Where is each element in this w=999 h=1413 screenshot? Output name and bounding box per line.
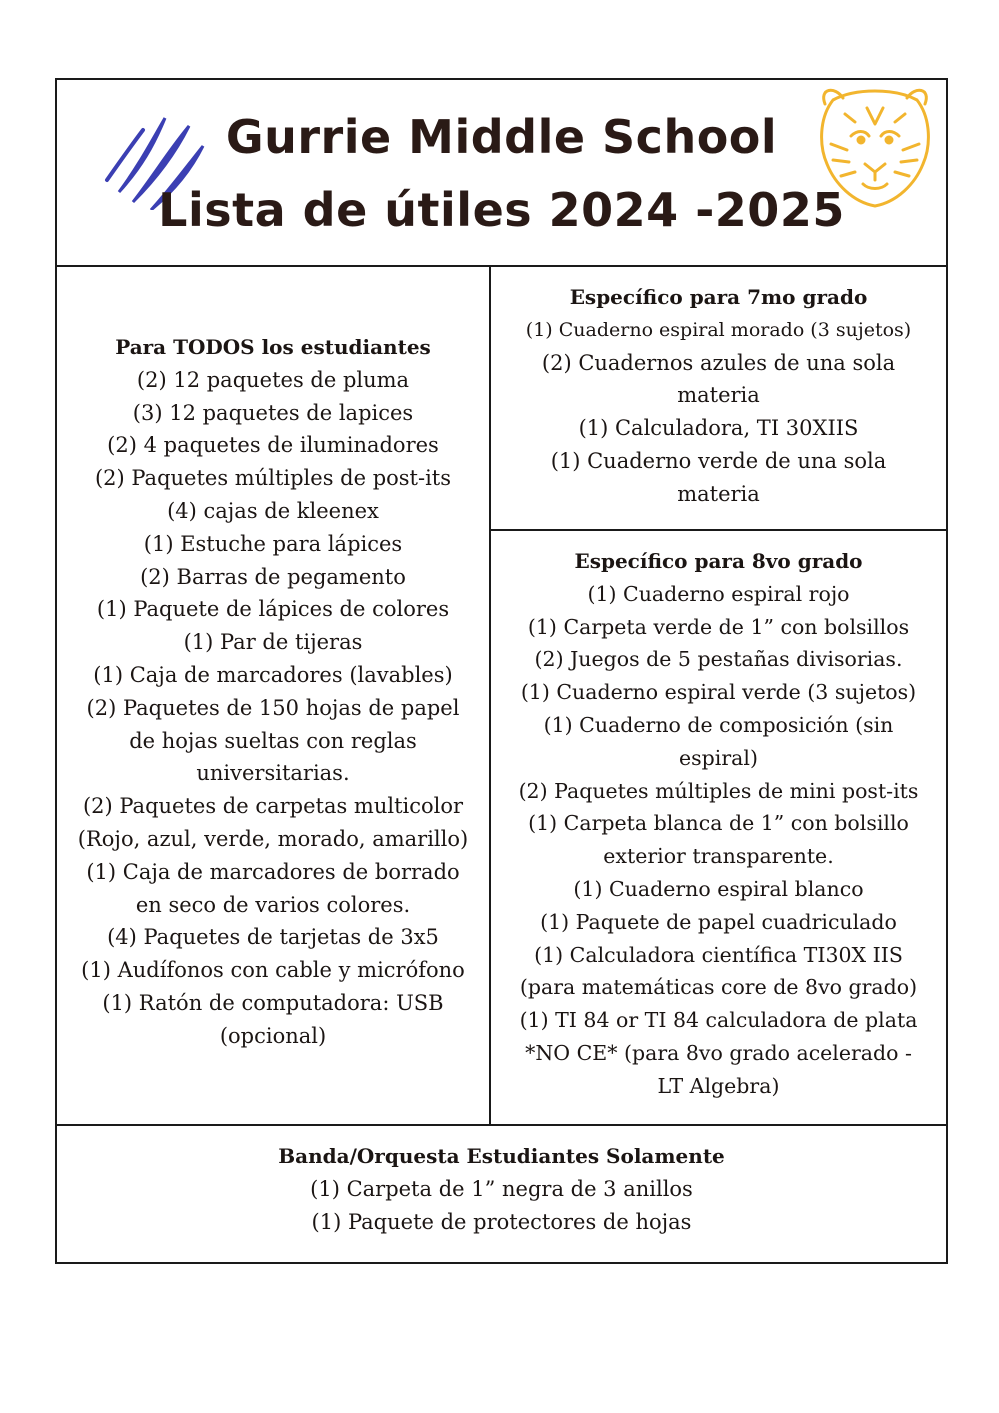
grade8-line: *NO CE* (para 8vo grado acelerado - — [525, 1040, 912, 1065]
header — [57, 80, 946, 267]
all-students-line: (2) 12 paquetes de pluma — [136, 367, 410, 392]
all-students-line: (2) Paquetes de 150 hojas de papel — [86, 695, 460, 720]
band-orchestra-section — [57, 1124, 946, 1264]
tiger-mascot-icon — [805, 84, 945, 214]
all-students-heading: Para TODOS los estudiantes — [115, 335, 431, 359]
grade8-line: (1) Cuaderno espiral rojo — [587, 581, 850, 606]
grade8-section — [491, 531, 946, 1124]
all-students-line: universitarias. — [196, 761, 350, 786]
all-students-line: (1) Caja de marcadores de borrado — [86, 859, 460, 884]
all-students-line: (1) Caja de marcadores (lavables) — [93, 662, 453, 687]
grade8-line: (1) Cuaderno de composición (sin — [543, 712, 894, 737]
band-heading: Banda/Orquesta Estudiantes Solamente — [278, 1144, 725, 1168]
grade7-line: (1) Cuaderno espiral morado (3 sujetos) — [525, 318, 912, 341]
grade7-line: (1) Cuaderno verde de una sola — [550, 448, 887, 473]
all-students-line: (1) Audífonos con cable y micrófono — [81, 958, 465, 983]
grade7-section — [491, 267, 946, 531]
all-students-line: en seco de varios colores. — [135, 892, 411, 917]
all-students-line: (4) cajas de kleenex — [167, 498, 379, 523]
band-line: (1) Paquete de protectores de hojas — [311, 1209, 692, 1234]
grade8-line: (1) TI 84 or TI 84 calculadora de plata — [519, 1008, 918, 1033]
grade8-line: (2) Paquetes múltiples de mini post-its — [518, 778, 919, 803]
all-students-line: (1) Par de tijeras — [183, 630, 363, 655]
all-students-line: (opcional) — [219, 1023, 327, 1048]
all-students-line: (2) Barras de pegamento — [140, 564, 406, 589]
title-line-2: Lista de útiles 2024 -2025 — [158, 183, 845, 237]
grade8-line: LT Algebra) — [657, 1073, 780, 1098]
grade8-line: (1) Carpeta blanca de 1” con bolsillo — [528, 811, 909, 836]
all-students-line: (2) Paquetes múltiples de post-its — [94, 466, 452, 491]
grade8-line: (1) Carpeta verde de 1” con bolsillos — [527, 614, 910, 639]
grade8-line: (1) Paquete de papel cuadriculado — [540, 909, 897, 934]
grade7-line: materia — [677, 481, 760, 506]
grade7-line: (2) Cuadernos azules de una sola — [541, 350, 896, 375]
all-students-line: (1) Ratón de computadora: USB — [102, 990, 444, 1015]
band-line: (1) Carpeta de 1” negra de 3 anillos — [310, 1176, 693, 1201]
all-students-line: (1) Estuche para lápices — [143, 531, 403, 556]
all-students-line: (1) Paquete de lápices de colores — [96, 597, 450, 622]
grade8-line: exterior transparente. — [603, 844, 834, 869]
grade8-line: espiral) — [679, 745, 758, 770]
all-students-line: (4) Paquetes de tarjetas de 3x5 — [107, 925, 439, 950]
grade7-line: (1) Calculadora, TI 30XIIS — [578, 416, 859, 441]
all-students-section — [57, 267, 491, 1124]
grade8-line: (1) Cuaderno espiral verde (3 sujetos) — [520, 680, 917, 705]
grade7-line: materia — [677, 383, 760, 408]
grade8-line: (para matemáticas core de 8vo grado) — [519, 975, 918, 1000]
all-students-line: (3) 12 paquetes de lapices — [132, 400, 414, 425]
all-students-line: (2) Paquetes de carpetas multicolor — [82, 794, 464, 819]
grade7-heading: Específico para 7mo grado — [569, 285, 868, 309]
title-line-1: Gurrie Middle School — [225, 110, 778, 164]
grade8-line: (1) Calculadora científica TI30X IIS — [534, 942, 903, 967]
all-students-line: (Rojo, azul, verde, morado, amarillo) — [77, 826, 469, 851]
grade-specific-column — [491, 267, 946, 1124]
all-students-line: de hojas sueltas con reglas — [129, 728, 417, 753]
grade8-heading: Específico para 8vo grado — [574, 549, 863, 573]
all-students-line: (2) 4 paquetes de iluminadores — [107, 433, 439, 458]
grade8-line: (1) Cuaderno espiral blanco — [573, 876, 864, 901]
supply-list-sheet — [55, 78, 948, 1264]
grade8-line: (2) Juegos de 5 pestañas divisorias. — [534, 647, 903, 672]
